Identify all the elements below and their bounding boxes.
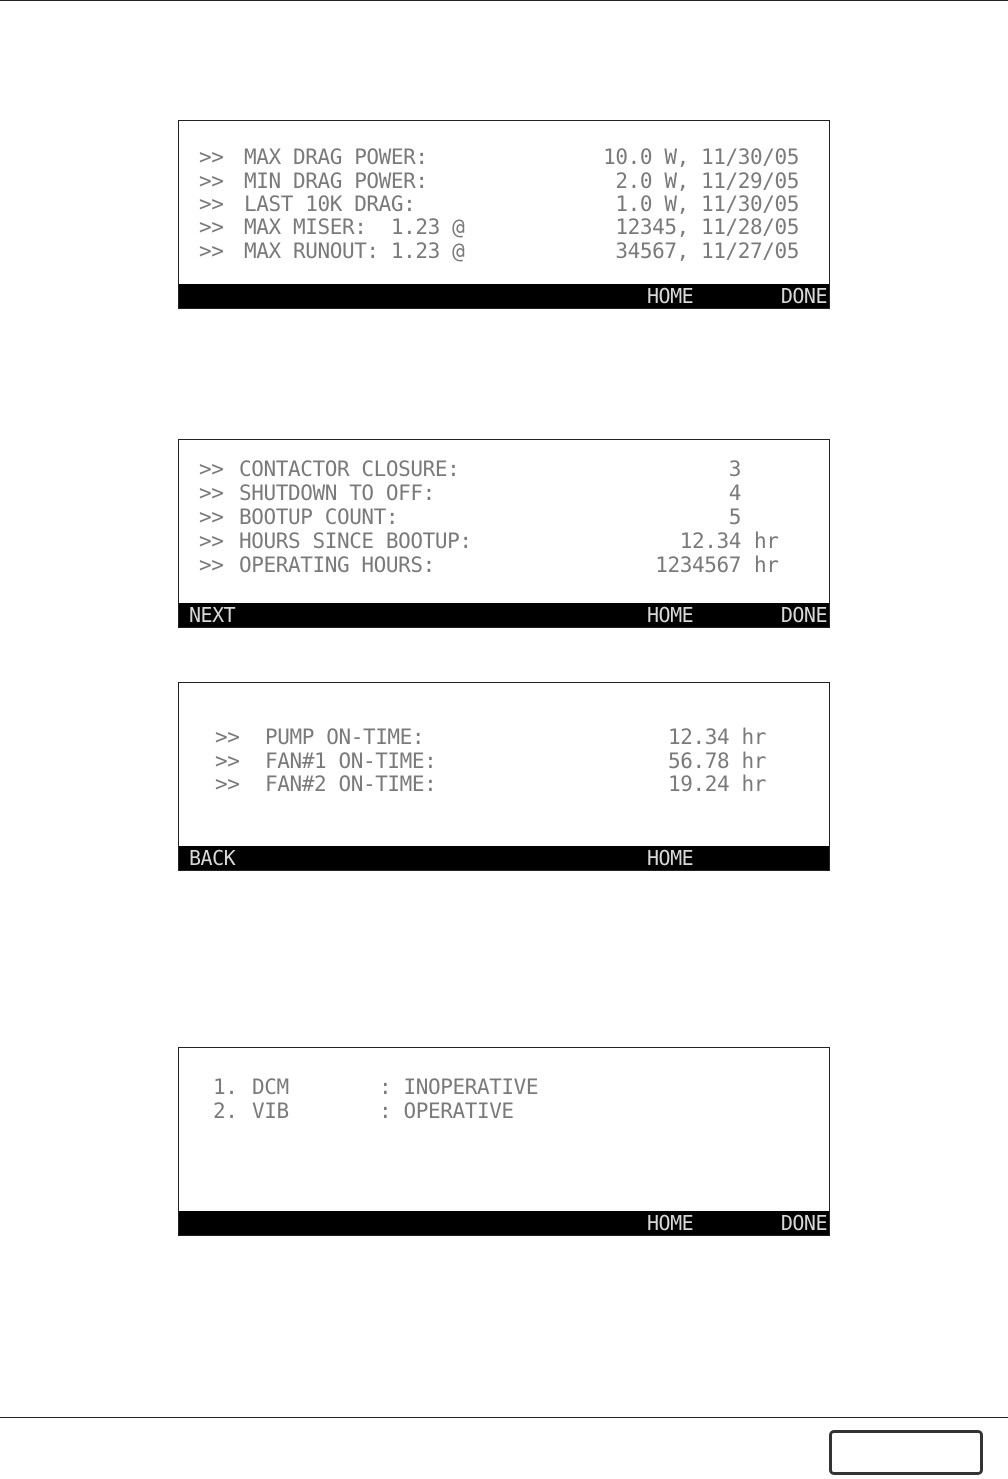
max-drag-power-value: 10.0 W, 11/30/05 xyxy=(603,145,799,169)
softkey-bar xyxy=(179,284,829,308)
hours-since-bootup-label: HOURS SINCE BOOTUP: xyxy=(239,529,472,553)
row-prefix: >> xyxy=(215,725,240,749)
next-softkey[interactable]: NEXT xyxy=(189,603,236,627)
home-softkey[interactable]: HOME xyxy=(647,284,694,308)
ontime-screen xyxy=(178,682,830,871)
row-prefix: >> xyxy=(199,553,224,577)
home-softkey[interactable]: HOME xyxy=(647,603,694,627)
softkey-bar xyxy=(179,603,829,627)
max-drag-power-label: MAX DRAG POWER: xyxy=(244,145,428,169)
done-softkey[interactable]: DONE xyxy=(780,603,827,627)
dcm-name: DCM xyxy=(252,1075,289,1099)
softkey-bar xyxy=(179,846,829,870)
shutdown-to-off-value: 4 xyxy=(728,481,741,505)
vib-status: : OPERATIVE xyxy=(379,1099,514,1123)
page-top-rule xyxy=(0,0,1008,1)
page-number-box xyxy=(829,1430,983,1475)
row-prefix: >> xyxy=(199,457,224,481)
operating-hours-value: 1234567 xyxy=(655,553,741,577)
fan2-ontime-value: 19.24 hr xyxy=(668,772,766,796)
row-prefix: >> xyxy=(199,481,224,505)
module-status-screen xyxy=(178,1047,830,1236)
page-bottom-rule xyxy=(0,1417,1008,1418)
pump-ontime-label: PUMP ON-TIME: xyxy=(265,725,425,749)
drag-stats-screen xyxy=(178,120,830,309)
row-prefix: >> xyxy=(199,192,224,216)
max-runout-label: MAX RUNOUT: 1.23 @ xyxy=(244,239,465,263)
contactor-closure-value: 3 xyxy=(728,457,741,481)
fan2-ontime-label: FAN#2 ON-TIME: xyxy=(265,772,437,796)
vib-index: 2. xyxy=(213,1099,238,1123)
back-softkey[interactable]: BACK xyxy=(189,846,236,870)
max-miser-label: MAX MISER: 1.23 @ xyxy=(244,215,465,239)
min-drag-power-label: MIN DRAG POWER: xyxy=(244,169,428,193)
row-prefix: >> xyxy=(199,529,224,553)
row-prefix: >> xyxy=(199,239,224,263)
row-prefix: >> xyxy=(199,145,224,169)
hours-since-bootup-unit: hr xyxy=(754,529,779,553)
last-10k-drag-value: 1.0 W, 11/30/05 xyxy=(615,192,799,216)
done-softkey[interactable]: DONE xyxy=(780,284,827,308)
min-drag-power-value: 2.0 W, 11/29/05 xyxy=(615,169,799,193)
done-softkey[interactable]: DONE xyxy=(780,1211,827,1235)
row-prefix: >> xyxy=(199,505,224,529)
dcm-status: : INOPERATIVE xyxy=(379,1075,539,1099)
dcm-index: 1. xyxy=(213,1075,238,1099)
home-softkey[interactable]: HOME xyxy=(647,1211,694,1235)
row-prefix: >> xyxy=(199,169,224,193)
operating-hours-unit: hr xyxy=(754,553,779,577)
operating-hours-label: OPERATING HOURS: xyxy=(239,553,435,577)
max-miser-value: 12345, 11/28/05 xyxy=(615,215,799,239)
pump-ontime-value: 12.34 hr xyxy=(668,725,766,749)
shutdown-to-off-label: SHUTDOWN TO OFF: xyxy=(239,481,435,505)
row-prefix: >> xyxy=(215,749,240,773)
last-10k-drag-label: LAST 10K DRAG: xyxy=(244,192,416,216)
softkey-bar xyxy=(179,1211,829,1235)
counters-screen xyxy=(178,439,830,628)
vib-name: VIB xyxy=(252,1099,289,1123)
row-prefix: >> xyxy=(215,772,240,796)
bootup-count-value: 5 xyxy=(728,505,741,529)
fan1-ontime-label: FAN#1 ON-TIME: xyxy=(265,749,437,773)
fan1-ontime-value: 56.78 hr xyxy=(668,749,766,773)
row-prefix: >> xyxy=(199,215,224,239)
home-softkey[interactable]: HOME xyxy=(647,846,694,870)
bootup-count-label: BOOTUP COUNT: xyxy=(239,505,399,529)
hours-since-bootup-value: 12.34 xyxy=(679,529,741,553)
max-runout-value: 34567, 11/27/05 xyxy=(615,239,799,263)
contactor-closure-label: CONTACTOR CLOSURE: xyxy=(239,457,460,481)
